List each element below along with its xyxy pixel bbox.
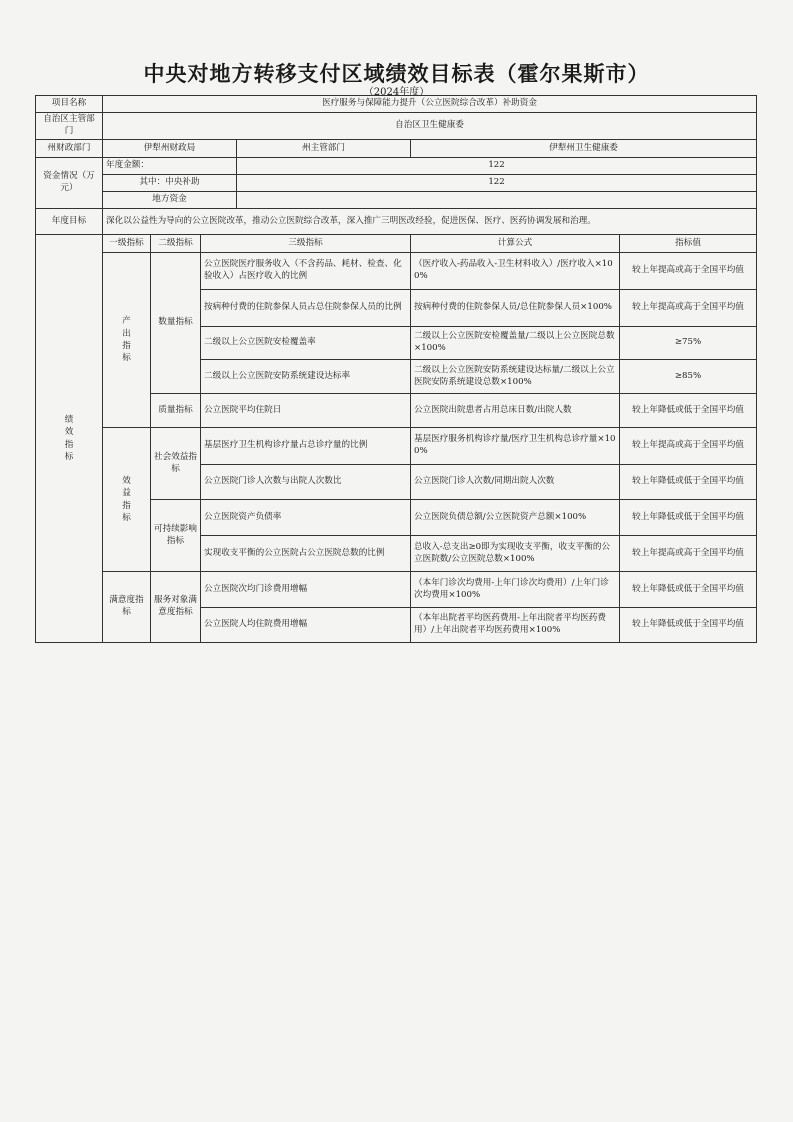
indicator-cell: 实现收支平衡的公立医院占公立医院总数的比例 [201,536,411,572]
local-funds-row [36,192,757,209]
header-level2: 二级指标 [151,235,201,253]
level1-output [103,253,151,428]
value-cell: ≥75% [620,327,757,360]
indicator-cell: 二级以上公立医院安防系统建设达标率 [201,360,411,394]
project-name-label: 项目名称 [36,96,103,113]
indicator-cell: 公立医院门诊人次数与出院人次数比 [201,465,411,500]
table-row [36,572,757,608]
region-dept-value: 自治区卫生健康委 [103,113,757,140]
perf-indicators-label [36,235,103,643]
header-formula: 计算公式 [411,235,620,253]
annual-amount-label: 年度金额： [103,158,237,175]
formula-cell: （医疗收入-药品收入-卫生材料收入）/医疗收入×100% [411,253,620,290]
annual-amount-value: 122 [237,158,757,175]
project-name-value: 医疗服务与保障能力提升（公立医院综合改革）补助资金 [103,96,757,113]
formula-cell: 公立医院出院患者占用总床日数/出院人数 [411,394,620,428]
formula-cell: 二级以上公立医院安防系统建设达标量/二级以上公立医院安防系统建设总数×100% [411,360,620,394]
central-subsidy-row [36,175,757,192]
region-dept-row [36,113,757,140]
region-dept-label: 自治区主管部门 [36,113,103,140]
indicator-cell: 公立医院资产负债率 [201,500,411,536]
central-subsidy-value: 122 [237,175,757,192]
header-level3: 三级指标 [201,235,411,253]
page-title: 中央对地方转移支付区域绩效目标表（霍尔果斯市） [143,61,650,86]
formula-cell: 总收入-总支出≥0即为实现收支平衡，收支平衡的公立医院数/公立医院总数×100% [411,536,620,572]
table-row [36,253,757,290]
prefecture-row [36,140,757,158]
value-cell: ≥85% [620,360,757,394]
level2-quality: 质量指标 [151,394,201,428]
value-cell: 较上年提高或高于全国平均值 [620,253,757,290]
prefecture-dept-label: 州主管部门 [237,140,411,158]
annual-goal-label: 年度目标 [36,209,103,235]
performance-target-table [35,95,757,643]
perf-label-text: 绩效指标 [64,414,74,462]
header-level1: 一级指标 [103,235,151,253]
indicator-cell: 基层医疗卫生机构诊疗量占总诊疗量的比例 [201,428,411,465]
funds-label: 资金情况（万元） [36,158,103,209]
formula-cell: 公立医院门诊人次数/同期出院人次数 [411,465,620,500]
prefecture-finance-label: 州财政部门 [36,140,103,158]
value-cell: 较上年降低或低于全国平均值 [620,394,757,428]
indicator-cell: 公立医院平均住院日 [201,394,411,428]
indicator-cell: 公立医院医疗服务收入（不含药品、耗材、检查、化验收入）占医疗收入的比例 [201,253,411,290]
indicator-cell: 按病种付费的住院参保人员占总住院参保人员的比例 [201,290,411,327]
level1-benefit [103,428,151,572]
indicator-cell: 二级以上公立医院安检覆盖率 [201,327,411,360]
prefecture-finance-value: 伊犁州财政局 [103,140,237,158]
value-cell: 较上年降低或低于全国平均值 [620,465,757,500]
annual-amount-row [36,158,757,175]
level2-quantity: 数量指标 [151,253,201,394]
prefecture-dept-value: 伊犁州卫生健康委 [411,140,757,158]
page-subtitle: （2024年度） [363,87,430,98]
local-funds-value [237,192,757,209]
level1-satisfaction: 满意度指标 [103,572,151,643]
level1-benefit-text: 效益指标 [122,475,131,523]
header-value: 指标值 [620,235,757,253]
annual-goal-row [36,209,757,235]
formula-cell: 公立医院负债总额/公立医院资产总额×100% [411,500,620,536]
local-funds-label: 地方资金 [103,192,237,209]
project-name-row [36,96,757,113]
indicator-cell: 公立医院人均住院费用增幅 [201,608,411,643]
formula-cell: （本年出院者平均医药费用-上年出院者平均医药费用）/上年出院者平均医药费用×100% [411,608,620,643]
level2-service: 服务对象满意度指标 [151,572,201,643]
value-cell: 较上年提高或高于全国平均值 [620,536,757,572]
formula-cell: 按病种付费的住院参保人员/总住院参保人员×100% [411,290,620,327]
annual-goal-value: 深化以公益性为导向的公立医院改革，推动公立医院综合改革，深入推广三明医改经验，促进医保、医疗、医药协调发展和治理。 [103,209,757,235]
value-cell: 较上年降低或低于全国平均值 [620,500,757,536]
value-cell: 较上年降低或低于全国平均值 [620,572,757,608]
value-cell: 较上年降低或低于全国平均值 [620,608,757,643]
value-cell: 较上年提高或高于全国平均值 [620,428,757,465]
value-cell: 较上年提高或高于全国平均值 [620,290,757,327]
table-row [36,428,757,465]
central-subsidy-label: 其中：中央补助 [103,175,237,192]
formula-cell: 基层医疗服务机构诊疗量/医疗卫生机构总诊疗量×100% [411,428,620,465]
formula-cell: （本年门诊次均费用-上年门诊次均费用）/上年门诊次均费用×100% [411,572,620,608]
level2-sustainable: 可持续影响指标 [151,500,201,572]
level1-output-text: 产出指标 [122,316,131,364]
indicator-header-row [36,235,757,253]
indicator-cell: 公立医院次均门诊费用增幅 [201,572,411,608]
formula-cell: 二级以上公立医院安检覆盖量/二级以上公立医院总数×100% [411,327,620,360]
level2-social: 社会效益指标 [151,428,201,500]
